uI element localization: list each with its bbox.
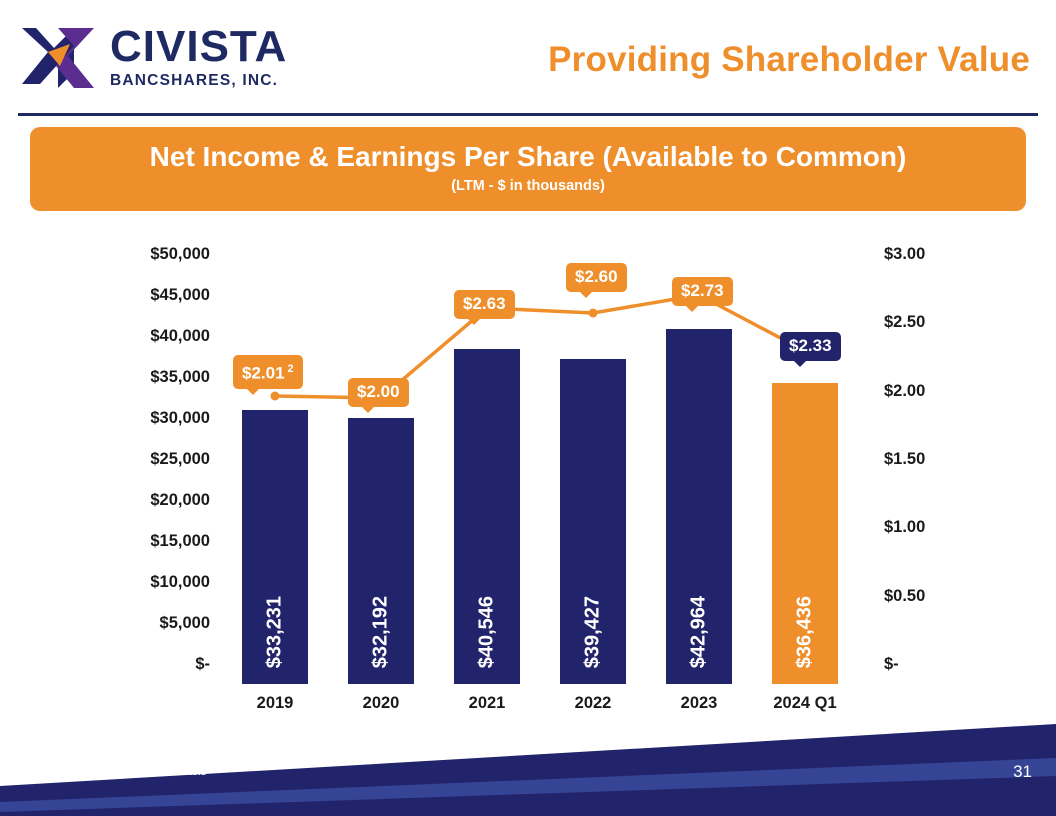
right-axis-tick: $3.00	[884, 245, 926, 263]
eps-callout-2019: $2.01 $^2$	[233, 355, 303, 389]
left-axis-tick: $25,000	[150, 450, 210, 468]
eps-callout-2024q1: $2.33	[780, 332, 841, 361]
bar-value-label: $32,192	[369, 595, 392, 668]
eps-line-series	[222, 254, 862, 684]
chart	[0, 232, 1056, 712]
eps-callout-2023: $2.73	[672, 277, 733, 306]
page-title: Providing Shareholder Value	[548, 40, 1030, 79]
left-axis-tick: $50,000	[150, 245, 210, 263]
chart-title-banner	[30, 127, 1026, 211]
eps-callout-2022: $2.60	[566, 263, 627, 292]
right-axis-tick: $-	[884, 655, 899, 673]
x-axis-label-2021: 2021	[468, 694, 506, 712]
bar-value-label: $36,436	[793, 595, 816, 668]
eps-callout-2021: $2.63	[454, 290, 515, 319]
right-axis-tick: $1.00	[884, 518, 926, 536]
civista-logo	[18, 18, 298, 98]
right-axis-tick: $0.50	[884, 587, 926, 605]
civista-star-icon	[18, 22, 96, 94]
x-axis-label-2023: 2023	[680, 694, 718, 712]
eps-callout-2020: $2.00	[348, 378, 409, 407]
right-axis	[884, 245, 970, 684]
bar-value-label: $40,546	[475, 595, 498, 668]
left-axis	[124, 245, 210, 684]
left-axis-tick: $40,000	[150, 327, 210, 345]
x-axis-label-2019: 2019	[256, 694, 294, 712]
left-axis-tick: $10,000	[150, 573, 210, 591]
eps-footnote-marker: 2	[287, 363, 294, 375]
right-axis-tick: $2.00	[884, 382, 926, 400]
left-axis-tick: $45,000	[150, 286, 210, 304]
bar-value-label: $39,427	[581, 595, 604, 668]
left-axis-tick: $-	[195, 655, 210, 673]
x-axis-label-2024q1: 2024 Q1	[773, 694, 837, 712]
right-axis-tick: $1.50	[884, 450, 926, 468]
x-axis-label-2020: 2020	[362, 694, 400, 712]
footer	[0, 724, 1056, 816]
logo-wordmark	[110, 24, 287, 90]
bar-value-label: $42,964	[687, 595, 710, 668]
footnote-text: 1. Q1 2024 presented on LTM basis	[16, 764, 207, 778]
page-number: 31	[1013, 762, 1032, 781]
chart-title: Net Income & Earnings Per Share (Available to Common)	[149, 141, 907, 172]
chart-subtitle: (LTM - $ in thousands)	[451, 178, 605, 194]
right-axis-tick: $2.50	[884, 313, 926, 331]
x-axis-label-2022: 2022	[574, 694, 612, 712]
left-axis-tick: $15,000	[150, 532, 210, 550]
left-axis-tick: $30,000	[150, 409, 210, 427]
logo-bancshares-text: BANCSHARES, INC.	[110, 72, 279, 89]
header-divider	[18, 113, 1038, 116]
left-axis-tick: $20,000	[150, 491, 210, 509]
bar-value-label: $33,231	[263, 595, 286, 668]
logo-civista-text: CIVISTA	[110, 22, 288, 71]
left-axis-tick: $5,000	[159, 614, 210, 632]
left-axis-tick: $35,000	[150, 368, 210, 386]
